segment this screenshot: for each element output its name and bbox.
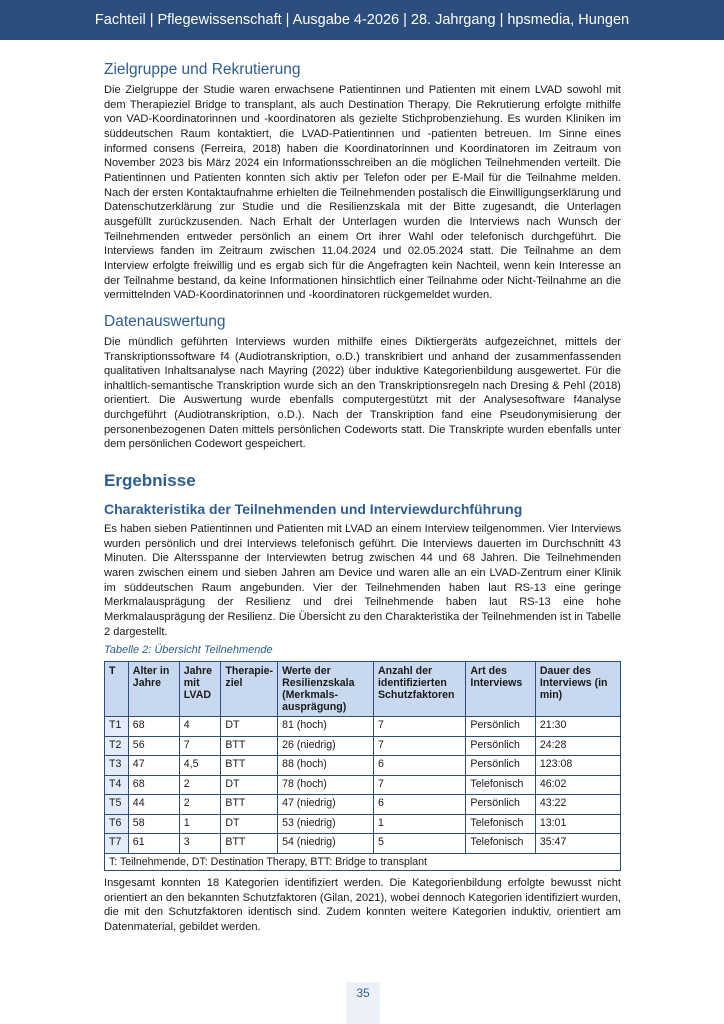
table-cell: Persönlich	[466, 736, 535, 756]
table-cell: 7	[373, 717, 465, 737]
table-cell: T6	[105, 814, 129, 834]
table-cell: BTT	[221, 795, 278, 815]
table-cell: 7	[373, 775, 465, 795]
header-cell: Art des Interviews	[466, 662, 535, 717]
table-cell: 46:02	[535, 775, 620, 795]
table-cell: Telefonisch	[466, 834, 535, 854]
header-cell: Anzahl der identifizierten Schutzfaktoren	[373, 662, 465, 717]
table-row	[105, 756, 621, 776]
header-cell: Alter in Jahre	[128, 662, 179, 717]
table-cell: 2	[179, 775, 221, 795]
table-cell: Telefonisch	[466, 814, 535, 834]
page-number	[346, 982, 380, 1024]
table-cell: 88 (hoch)	[278, 756, 374, 776]
table-cell: 1	[179, 814, 221, 834]
table-cell: Persönlich	[466, 717, 535, 737]
paragraph-datenauswertung: Die mündlich geführten Interviews wurden mithilfe eines Diktiergeräts aufgezeichnet, mittels der Transkriptionssoftware f4 (Audiotranskription, o.D.) transkribiert und anhand der zusammenfassenden qualitativen Inhaltsanalyse nach Mayring (2022) über induktive Kategorienbildung ausgewertet. Für die inhaltlich-semantische Transkription wurde sich an den Transkriptionsregeln nach Dresing & Pehl (2018) orientiert. Die Auswertung wurde ebenfalls computergestützt mit der Analysesoftware f4analyse durchgeführt (Audiotranskription, o.D.). Nach der Transkription fand eine Pseudonymisierung der personenbezogenen Daten mittels persönlichen Codeworts statt. Die Transkripte wurden ebenfalls unter dem persönlichen Codewort gespeichert.	[104, 335, 621, 451]
table-cell: 47 (niedrig)	[278, 795, 374, 815]
header-cell: Werte der Resilienzskala (Merkmalsausprägung)	[278, 662, 374, 717]
table-row	[105, 795, 621, 815]
table-cell: 81 (hoch)	[278, 717, 374, 737]
table-cell: T3	[105, 756, 129, 776]
page-number-text: 35	[356, 986, 370, 1000]
table-cell: 44	[128, 795, 179, 815]
table-cell: 78 (hoch)	[278, 775, 374, 795]
table-caption: Tabelle 2: Übersicht Teilnehmende	[104, 644, 273, 657]
table-cell: T2	[105, 736, 129, 756]
table-footnote-row	[105, 853, 621, 870]
table-cell: BTT	[221, 736, 278, 756]
table-cell: T5	[105, 795, 129, 815]
paragraph-closing: Insgesamt konnten 18 Kategorien identifiziert werden. Die Kategorienbildung erfolgte bewusst nicht orientiert an den bekannten Schutzfaktoren (Gilan, 2021), wobei dennoch Kategorien identifiziert wurden, die mit den Schutzfaktoren identisch sind. Zudem konnten weitere Kategorien induktiv, orientiert am Datenmaterial, gebildet werden.	[104, 876, 621, 933]
header-cell: T	[105, 662, 129, 717]
table-row	[105, 717, 621, 737]
table-cell: 61	[128, 834, 179, 854]
table-cell: 43:22	[535, 795, 620, 815]
table-cell: 2	[179, 795, 221, 815]
table-cell: 68	[128, 717, 179, 737]
table-cell: 3	[179, 834, 221, 854]
table-row	[105, 814, 621, 834]
table-cell: 56	[128, 736, 179, 756]
table-cell: 54 (niedrig)	[278, 834, 374, 854]
heading-zielgruppe: Zielgruppe und Rekrutierung	[104, 61, 301, 78]
table-cell: 4,5	[179, 756, 221, 776]
table-cell: 21:30	[535, 717, 620, 737]
table-cell: T4	[105, 775, 129, 795]
table-header-row	[105, 662, 621, 717]
heading-ergebnisse: Ergebnisse	[104, 471, 196, 491]
table-row	[105, 775, 621, 795]
table-footnote: T: Teilnehmende, DT: Destination Therapy, BTT: Bridge to transplant	[105, 853, 621, 870]
table-cell: 58	[128, 814, 179, 834]
table-row	[105, 736, 621, 756]
table-cell: DT	[221, 717, 278, 737]
heading-charakteristika: Charakteristika der Teilnehmenden und Interviewdurchführung	[104, 501, 523, 518]
table-cell: 53 (niedrig)	[278, 814, 374, 834]
heading-datenauswertung: Datenauswertung	[104, 312, 226, 330]
paragraph-zielgruppe: Die Zielgruppe der Studie waren erwachsene Patientinnen und Patienten mit einem LVAD sowohl mit dem Therapieziel Bridge to transplant, als auch Destination Therapy. Die Rekrutierung erfolgte mithilfe von VAD-Koordinatorinnen und -koordinatoren als gezielte Stichprobenziehung. Es wurden Kliniken im süddeutschen Raum kontaktiert, die LVAD-Patientinnen und -patienten betreuen. Im Sinne eines informed consens (Ferreira, 2018) haben die Koordinatorinnen und Koordinatoren im Zeitraum von November 2023 bis März 2024 ein Informationsschreiben an die möglichen Teilnehmenden verteilt. Die Patientinnen und Patienten konnten sich aktiv per Telefon oder per E-Mail für die Teilnahme melden. Nach der ersten Kontaktaufnahme erhielten die Teilnehmenden postalisch die Einwilligungserklärung und Datenschutzerklärung zur Studie und die Resilienzskala mit der Bitte zugesandt, die Unterlagen ausgefüllt zurückzusenden. Nach Erhalt der Unterlagen wurden die Interviews nach Wunsch der Teilnehmenden entweder persönlich an einem Ort ihrer Wahl oder telefonisch durchgeführt. Die Interviews fanden im Zeitraum zwischen 11.04.2024 und 02.05.2024 statt. Die Teilnahme an dem Interview erfolgte freiwillig und es ergab sich für die Angefragten kein Nachteil, wenn kein Interesse an der Teilnahme bestand, da keine Informationen hinsichtlich einer Teilnahme oder Nicht-Teilnahme an die vermittelnden VAD-Koordinatorinnen und -koordinatoren rückgemeldet wurden.	[104, 84, 621, 302]
table-cell: 123:08	[535, 756, 620, 776]
table-cell: 13:01	[535, 814, 620, 834]
table-cell: 1	[373, 814, 465, 834]
table-cell: Telefonisch	[466, 775, 535, 795]
table-cell: 4	[179, 717, 221, 737]
header-text: Fachteil | Pflegewissenschaft | Ausgabe 4-2026 | 28. Jahrgang | hpsmedia, Hungen	[94, 12, 630, 28]
table-cell: DT	[221, 814, 278, 834]
header-cell: Therapieziel	[221, 662, 278, 717]
table-cell: Persönlich	[466, 756, 535, 776]
header-cell: Jahre mit LVAD	[179, 662, 221, 717]
table-cell: T1	[105, 717, 129, 737]
table-cell: 26 (niedrig)	[278, 736, 374, 756]
table-cell: 35:47	[535, 834, 620, 854]
table-cell: BTT	[221, 756, 278, 776]
header-cell: Dauer des Interviews (in min)	[535, 662, 620, 717]
table-cell: DT	[221, 775, 278, 795]
table-cell: 5	[373, 834, 465, 854]
paragraph-charakteristika: Es haben sieben Patientinnen und Patienten mit LVAD an einem Interview teilgenommen. Vier Interviews wurden persönlich und drei Interviews telefonisch geführt. Die Interviews dauerten im Durchschnitt 43 Minuten. Die Altersspanne der Interviewten betrug zwischen 44 und 68 Jahren. Die Teilnehmenden waren zwischen einem und sieben Jahren am Device und waren alle an ein LVAD-Zentrum einer Klinik im süddeutschen Raum angebunden. Vier der Teilnehmenden haben laut RS-13 eine geringe Merkmalausprägung der Resilienz und drei Teilnehmende haben laut RS-13 eine hohe Merkmalausprägung der Resilienz. Die Übersicht zu den Charakteristika der Teilnehmenden ist in Tabelle 2 dargestellt.	[104, 523, 621, 638]
page-content	[104, 60, 621, 934]
table-cell: 24:28	[535, 736, 620, 756]
table-row	[105, 834, 621, 854]
table-cell: 47	[128, 756, 179, 776]
table-cell: T7	[105, 834, 129, 854]
page-header	[0, 0, 724, 40]
table-cell: BTT	[221, 834, 278, 854]
table-cell: 6	[373, 795, 465, 815]
participants-table	[104, 661, 621, 871]
table-cell: 7	[179, 736, 221, 756]
table-cell: 68	[128, 775, 179, 795]
table-cell: 6	[373, 756, 465, 776]
table-cell: 7	[373, 736, 465, 756]
table-cell: Persönlich	[466, 795, 535, 815]
